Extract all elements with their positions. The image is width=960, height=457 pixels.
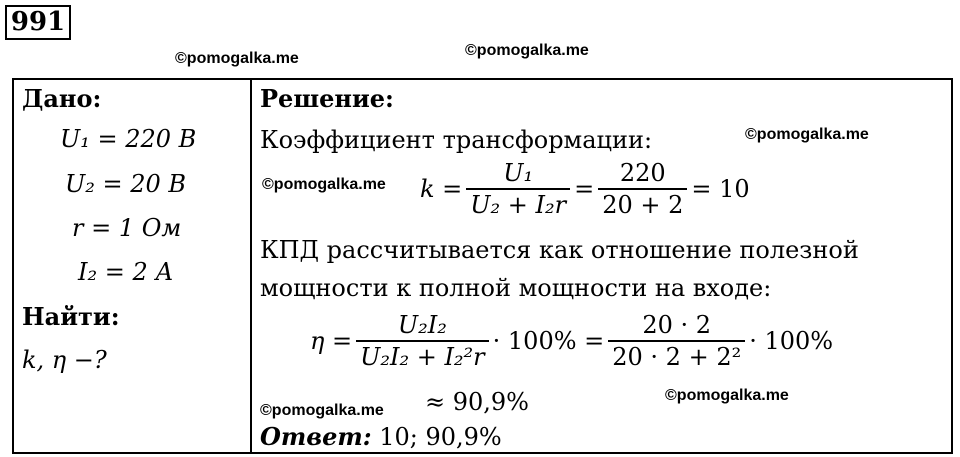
eta-result: ≈ 90,9%	[425, 388, 529, 416]
k-equals: =	[574, 175, 595, 203]
watermark: ©pomogalka.me	[262, 176, 386, 193]
answer	[260, 422, 502, 451]
watermark: ©pomogalka.me	[665, 387, 789, 404]
answer-value: 10; 90,9%	[379, 423, 502, 451]
k-denominator: U₂ + I₂r	[466, 188, 570, 220]
eta-fraction	[356, 310, 489, 372]
given-u2: U₂ = 20 В	[65, 170, 187, 198]
eta-formula	[310, 310, 833, 372]
solution-line-2: КПД рассчитывается как отношение полезной	[260, 236, 859, 264]
watermark: ©pomogalka.me	[175, 50, 299, 67]
k-numerator-numeric: 220	[619, 159, 666, 187]
eta-mid: · 100% =	[492, 327, 605, 355]
eta-denominator-numeric: 20 · 2 + 2²	[608, 340, 745, 372]
eta-tail: · 100%	[749, 327, 834, 355]
answer-label: Ответ:	[260, 422, 372, 451]
column-divider	[250, 78, 252, 454]
problem-number: 991	[5, 5, 71, 40]
eta-denominator: U₂I₂ + I₂²r	[356, 340, 489, 372]
k-numerator: U₁	[503, 159, 534, 187]
k-lhs: k =	[420, 175, 463, 203]
k-denominator-numeric: 20 + 2	[598, 188, 687, 220]
given-i2: I₂ = 2 А	[78, 258, 174, 286]
watermark: ©pomogalka.me	[465, 42, 589, 59]
watermark: ©pomogalka.me	[260, 402, 384, 419]
eta-numerator: U₂I₂	[397, 311, 447, 339]
find-heading: Найти:	[22, 302, 120, 331]
eta-numerator-numeric: 20 · 2	[642, 311, 712, 339]
eta-lhs: η =	[310, 327, 353, 355]
given-heading: Дано:	[22, 84, 102, 113]
k-fraction-numeric	[598, 158, 687, 220]
k-result: = 10	[691, 175, 750, 203]
solution-line-1: Коэффициент трансформации:	[260, 126, 653, 154]
k-formula	[420, 158, 750, 220]
given-u1: U₁ = 220 В	[60, 125, 197, 153]
find-text: k, η −?	[22, 346, 107, 374]
watermark: ©pomogalka.me	[745, 126, 869, 143]
given-r: r = 1 Ом	[72, 214, 182, 242]
solution-line-3: мощности к полной мощности на входе:	[260, 274, 772, 302]
solution-heading: Решение:	[260, 84, 394, 113]
eta-fraction-numeric	[608, 310, 745, 372]
k-fraction	[466, 158, 570, 220]
